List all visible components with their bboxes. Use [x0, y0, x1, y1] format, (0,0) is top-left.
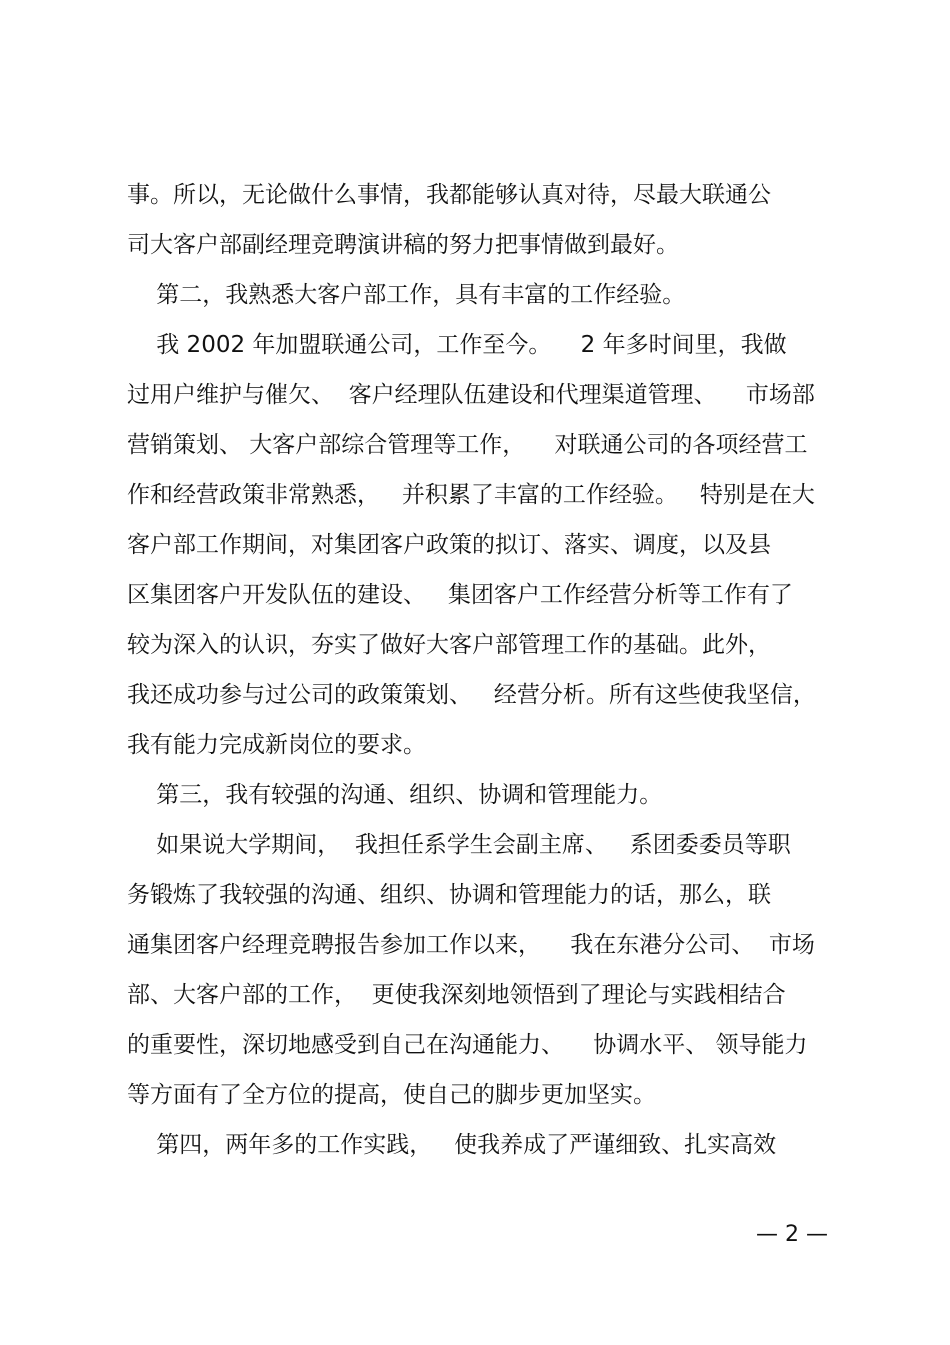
text-line: 事。所以，无论做什么事情，我都能够认真对待，尽最大联通公 [127, 182, 771, 208]
text-line: 的重要性，深切地感受到自己在沟通能力、 协调水平、 领导能力 [127, 1032, 808, 1058]
text-line: 部、大客户部的工作， 更使我深刻地领悟到了理论与实践相结合 [127, 982, 786, 1008]
text-line: 通集团客户经理竞聘报告参加工作以来， 我在东港分公司、 市场 [127, 932, 815, 958]
text-line: 我还成功参与过公司的政策策划、 经营分析。所有这些使我坚信， [127, 682, 816, 708]
text-line: 第四，两年多的工作实践， 使我养成了严谨细致、扎实高效 [127, 1132, 777, 1158]
text-line: 作和经营政策非常熟悉， 并积累了丰富的工作经验。 特别是在大 [127, 482, 815, 508]
text-line: 区集团客户开发队伍的建设、 集团客户工作经营分析等工作有了 [127, 582, 793, 608]
text-line: 较为深入的认识，夯实了做好大客户部管理工作的基础。此外， [127, 632, 771, 658]
text-line: 营销策划、 大客户部综合管理等工作， 对联通公司的各项经营工 [127, 432, 808, 458]
text-line: 客户部工作期间，对集团客户政策的拟订、落实、调度，以及县 [127, 532, 771, 558]
text-line: 第三，我有较强的沟通、组织、协调和管理能力。 [127, 782, 663, 808]
page-number: — 2 — [756, 1222, 828, 1247]
text-line: 我有能力完成新岗位的要求。 [127, 732, 426, 758]
text-line: 我 2002 年加盟联通公司，工作至今。 2 年多时间里，我做 [127, 332, 787, 358]
text-line: 过用户维护与催欠、 客户经理队伍建设和代理渠道管理、 市场部 [127, 382, 815, 408]
text-line: 务锻炼了我较强的沟通、组织、协调和管理能力的话，那么，联 [127, 882, 771, 908]
text-line: 等方面有了全方位的提高，使自己的脚步更加坚实。 [127, 1082, 656, 1108]
text-line: 第二，我熟悉大客户部工作，具有丰富的工作经验。 [127, 282, 686, 308]
text-line: 司大客户部副经理竞聘演讲稿的努力把事情做到最好。 [127, 232, 679, 258]
text-line: 如果说大学期间， 我担任系学生会副主席、 系团委委员等职 [127, 832, 791, 858]
